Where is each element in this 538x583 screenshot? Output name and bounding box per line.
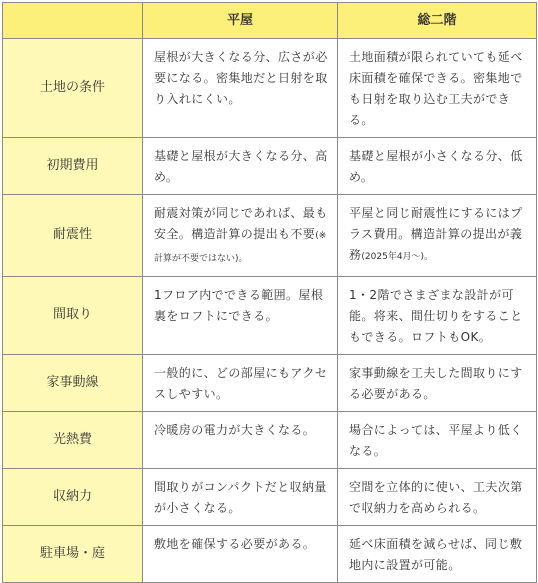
- table-row: [3, 412, 537, 469]
- cell-hiraya: 間取りがコンパクトだと収納量が小さくなる。: [143, 469, 338, 526]
- header-sonikai: 総二階: [338, 3, 537, 39]
- table-row: [3, 39, 537, 138]
- comparison-table: [2, 2, 537, 583]
- cell-hiraya: 敷地を確保する必要がある。: [143, 526, 338, 583]
- header-row: [3, 3, 537, 39]
- table-row: [3, 195, 537, 277]
- row-label: 家事動線: [3, 355, 143, 412]
- row-label: 収納力: [3, 469, 143, 526]
- cell-sonikai: [338, 195, 537, 277]
- cell-hiraya: [143, 195, 338, 277]
- table-row: [3, 138, 537, 195]
- cell-sonikai: 空間を立体的に使い、工夫次第で収納力を高められる。: [338, 469, 537, 526]
- table-row: [3, 355, 537, 412]
- cell-hiraya: 屋根が大きくなる分、広さが必要になる。密集地だと日射を取り入れにくい。: [143, 39, 338, 138]
- cell-sonikai: 家事動線を工夫した間取りにする必要がある。: [338, 355, 537, 412]
- cell-sonikai: 土地面積が限られていても延べ床面積を確保できる。密集地でも日射を取り込む工夫ができる。: [338, 39, 537, 138]
- row-label: 駐車場・庭: [3, 526, 143, 583]
- cell-sonikai: 延べ床面積を減らせば、同じ敷地内に設置が可能。: [338, 526, 537, 583]
- table-row: [3, 526, 537, 583]
- cell-hiraya: 一般的に、どの部屋にもアクセスしやすい。: [143, 355, 338, 412]
- row-label: 間取り: [3, 277, 143, 355]
- table-row: [3, 469, 537, 526]
- cell-text: 耐震対策が同じであれば、最も安全。構造計算の提出も不要: [154, 206, 328, 241]
- row-label: 耐震性: [3, 195, 143, 277]
- row-label: 土地の条件: [3, 39, 143, 138]
- cell-hiraya: 冷暖房の電力が大きくなる。: [143, 412, 338, 469]
- row-label: 初期費用: [3, 138, 143, 195]
- cell-sonikai: 場合によっては、平屋より低くなる。: [338, 412, 537, 469]
- comparison-table-wrapper: [2, 2, 537, 583]
- cell-sonikai: 基礎と屋根が小さくなる分、低め。: [338, 138, 537, 195]
- header-blank: [3, 3, 143, 39]
- footnote-text: (※計算が不要ではない)。: [154, 231, 327, 264]
- cell-text: 平屋と同じ耐震性にするにはプラス費用。構造計算の提出が義務: [349, 206, 523, 262]
- cell-hiraya: 基礎と屋根が大きくなる分、高め。: [143, 138, 338, 195]
- header-hiraya: 平屋: [143, 3, 338, 39]
- cell-sonikai: 1・2階でさまざまな設計が可能。将来、間仕切りをすることもできる。ロフトもOK。: [338, 277, 537, 355]
- row-label: 光熱費: [3, 412, 143, 469]
- footnote-text: (2025年4月〜)。: [361, 252, 434, 262]
- cell-hiraya: 1フロア内でできる範囲。屋根裏をロフトにできる。: [143, 277, 338, 355]
- table-row: [3, 277, 537, 355]
